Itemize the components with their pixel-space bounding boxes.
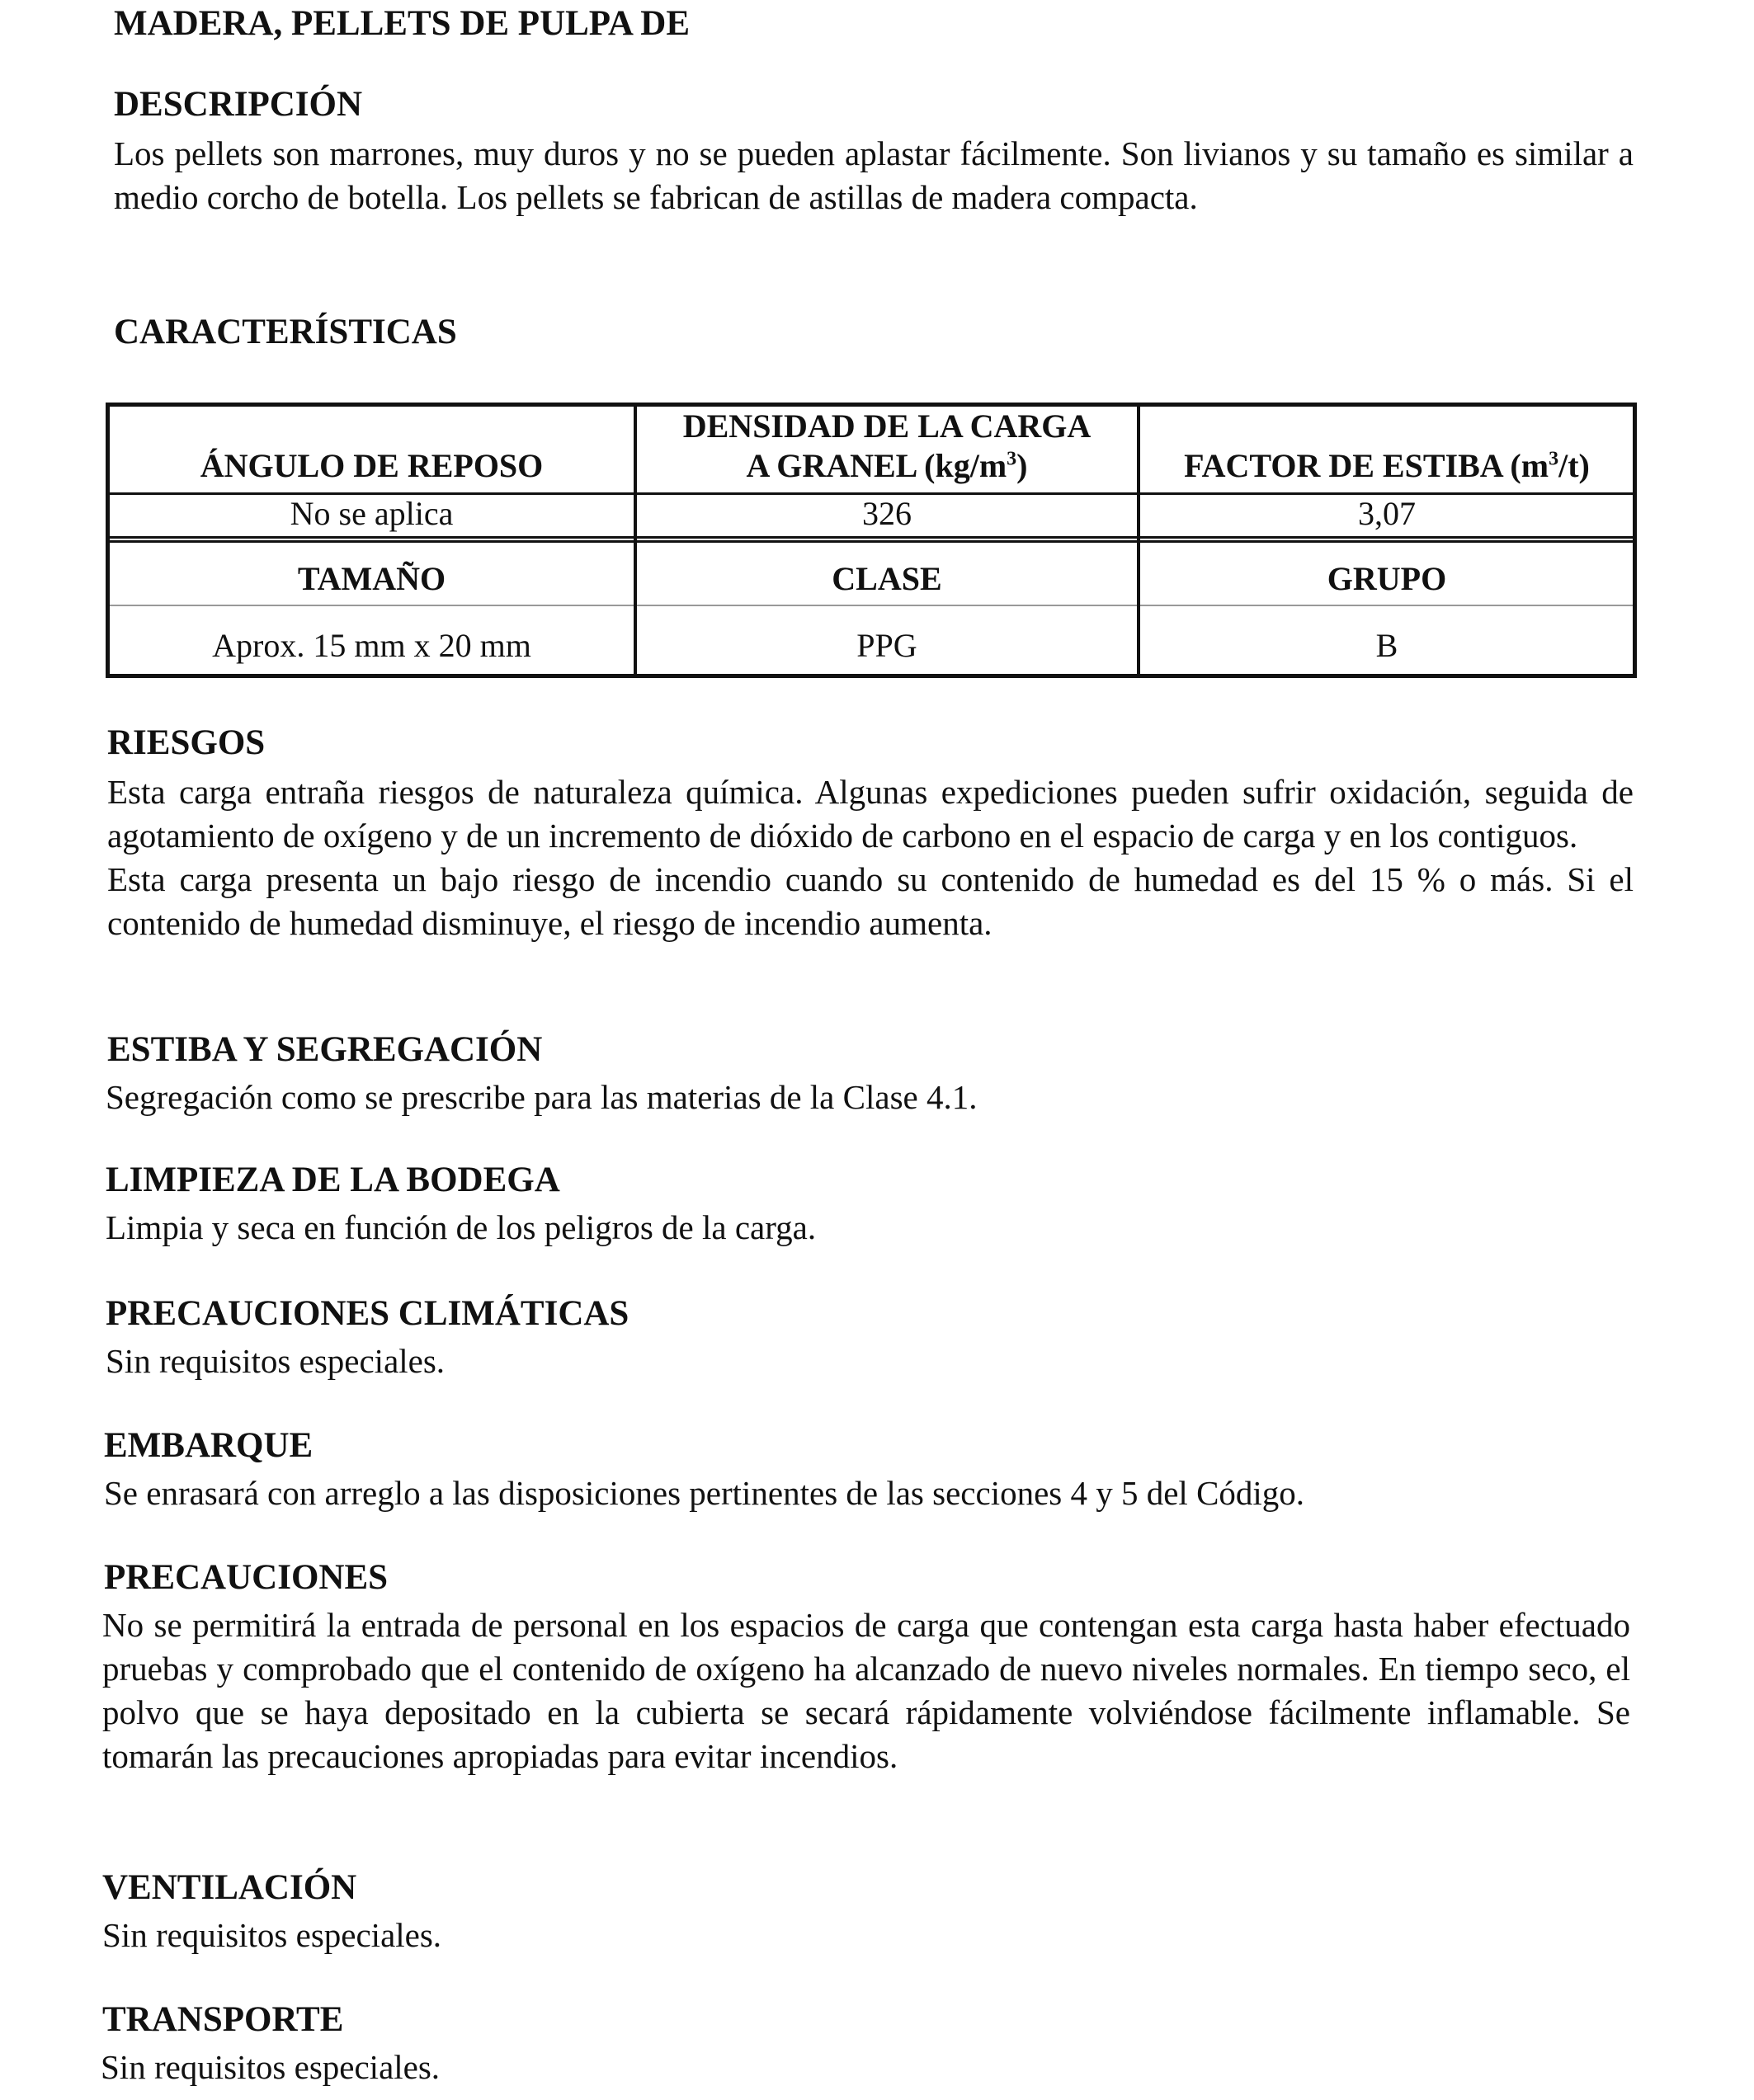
embarque-heading: EMBARQUE <box>104 1426 314 1465</box>
header-tamano: TAMAÑO <box>297 560 446 597</box>
riesgos-heading: RIESGOS <box>107 723 266 762</box>
value-factor: 3,07 <box>1358 495 1416 532</box>
header-factor <box>1140 446 1634 485</box>
header-densidad-line1: DENSIDAD DE LA CARGA <box>682 407 1092 445</box>
caracteristicas-heading: CARACTERÍSTICAS <box>114 313 457 351</box>
header-angulo: ÁNGULO DE REPOSO <box>200 447 544 484</box>
densidad-unit-pre: A GRANEL (kg/m <box>746 447 1007 484</box>
characteristics-table <box>106 403 1637 678</box>
header-grupo: GRUPO <box>1327 560 1447 597</box>
densidad-unit-sup: 3 <box>1007 448 1017 470</box>
embarque-paragraph: Se enrasará con arreglo a las disposiciones pertinentes de las secciones 4 y 5 del Código. <box>104 1474 1305 1512</box>
value-tamano: Aprox. 15 mm x 20 mm <box>212 627 531 664</box>
header-densidad-line2 <box>637 446 1137 485</box>
table-double-divider <box>110 536 1633 543</box>
climaticas-paragraph: Sin requisitos especiales. <box>106 1342 446 1380</box>
limpieza-paragraph: Limpia y seca en función de los peligros de la carga. <box>106 1208 817 1246</box>
limpieza-heading: LIMPIEZA DE LA BODEGA <box>106 1161 560 1199</box>
precauciones-paragraph: No se permitirá la entrada de personal en los espacios de carga que contengan esta carga hasta haber efectuado pruebas y comprobado que el contenido de oxígeno ha alcanzado de nuevo niveles normales. En tiempo seco, el polvo que se haya depositado en la cubierta se secará rápidamente volviéndose fácilmente inflamable. Se tomarán las precauciones apropiadas para evitar incendios. <box>102 1606 1630 1775</box>
densidad-unit-post: ) <box>1016 447 1028 484</box>
estiba-heading: ESTIBA Y SEGREGACIÓN <box>107 1030 543 1069</box>
value-grupo: B <box>1375 627 1398 664</box>
estiba-text <box>106 1076 1632 1119</box>
embarque-text <box>104 1471 1630 1515</box>
value-densidad: 326 <box>862 495 912 532</box>
descripcion-heading: DESCRIPCIÓN <box>114 85 363 124</box>
value-angulo: No se aplica <box>290 495 454 532</box>
table-faint-divider <box>110 605 1633 606</box>
ventilacion-text <box>102 1914 1629 1957</box>
limpieza-text <box>106 1206 1632 1250</box>
value-clase: PPG <box>856 627 917 664</box>
transporte-paragraph: Sin requisitos especiales. <box>101 2048 441 2086</box>
estiba-paragraph: Segregación como se prescribe para las materias de la Clase 4.1. <box>106 1078 978 1116</box>
climaticas-text <box>106 1340 1632 1383</box>
precauciones-text <box>102 1603 1630 1778</box>
riesgos-paragraph-2: Esta carga presenta un bajo riesgo de incendio cuando su contenido de humedad es del 15 % o más. Si el contenido de humedad disminuye, el riesgo de incendio aumenta. <box>107 860 1634 942</box>
climaticas-heading: PRECAUCIONES CLIMÁTICAS <box>106 1294 629 1333</box>
descripcion-text <box>114 132 1634 219</box>
factor-unit-sup: 3 <box>1549 448 1559 470</box>
precauciones-heading: PRECAUCIONES <box>104 1558 389 1597</box>
ventilacion-paragraph: Sin requisitos especiales. <box>102 1916 442 1954</box>
page-title: MADERA, PELLETS DE PULPA DE <box>114 4 691 43</box>
riesgos-text <box>107 770 1634 945</box>
transporte-heading: TRANSPORTE <box>102 2000 344 2039</box>
header-clase: CLASE <box>832 560 942 597</box>
ventilacion-heading: VENTILACIÓN <box>102 1868 357 1907</box>
factor-unit-post: /t) <box>1558 447 1590 484</box>
descripcion-paragraph: Los pellets son marrones, muy duros y no se pueden aplastar fácilmente. Son livianos y su tamaño es similar a medio corcho de botella. Los pellets se fabrican de astillas de madera compacta. <box>114 134 1634 216</box>
factor-unit-pre: FACTOR DE ESTIBA (m <box>1184 447 1549 484</box>
riesgos-paragraph-1: Esta carga entraña riesgos de naturaleza química. Algunas expediciones pueden sufrir oxidación, seguida de agotamiento de oxígeno y de un incremento de dióxido de carbono en el espacio de carga y en los contiguos. <box>107 773 1634 855</box>
transporte-text <box>101 2046 1627 2089</box>
